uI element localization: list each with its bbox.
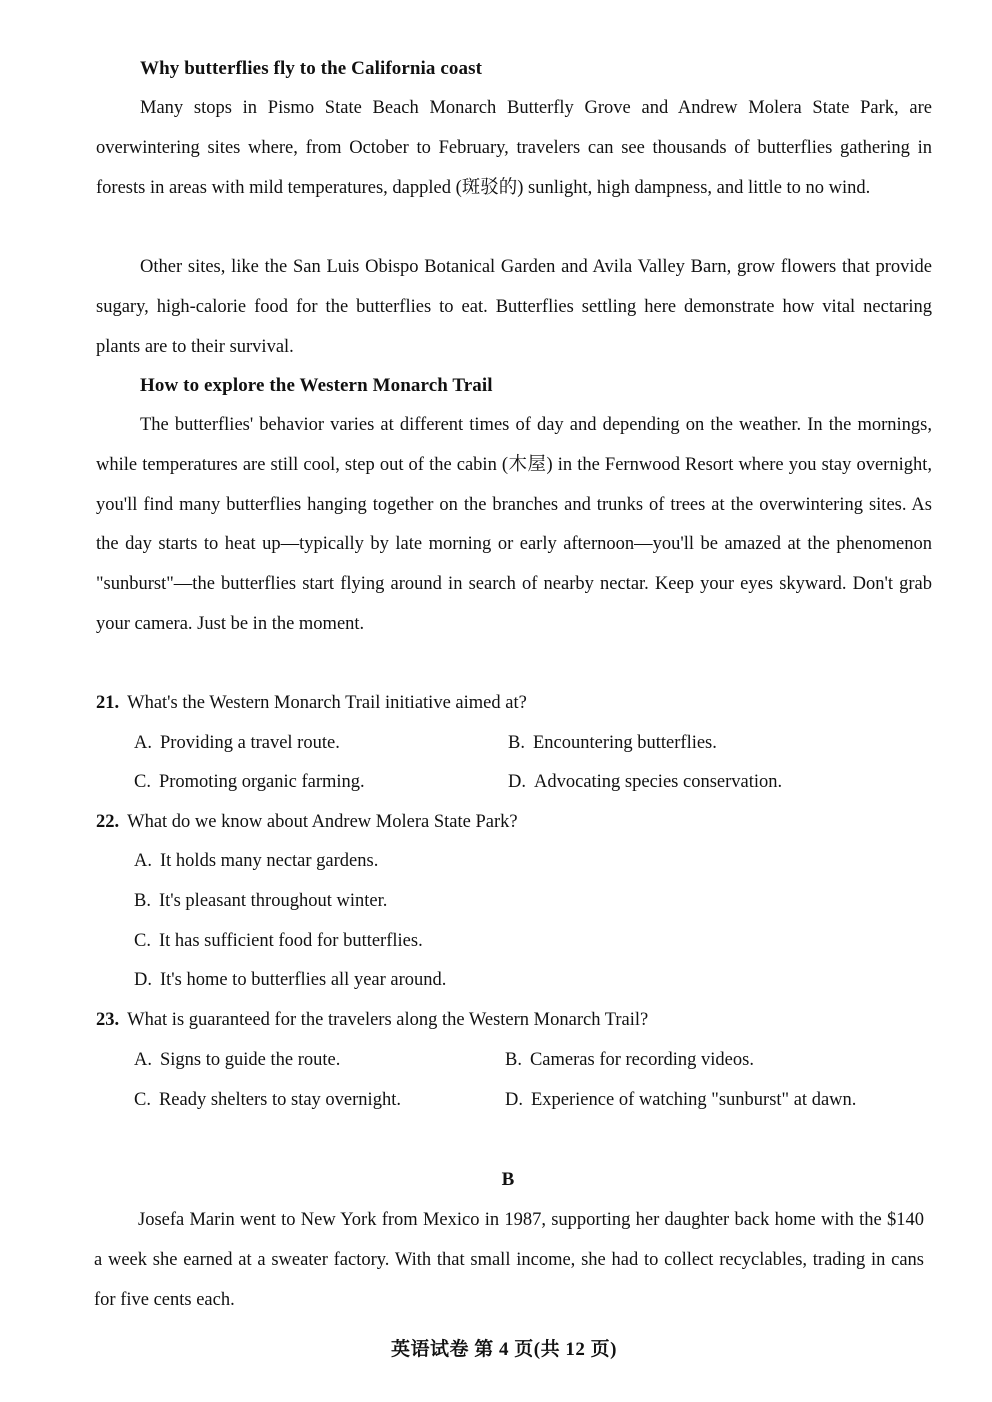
question-text: What do we know about Andrew Molera State Park? <box>127 812 518 832</box>
option-letter: A. <box>134 733 152 753</box>
option-letter: A. <box>134 851 152 871</box>
question-number: 23. <box>96 1010 120 1030</box>
option-21-d <box>508 772 782 793</box>
paragraph-text: Many stops in Pismo State Beach Monarch Butterfly Grove and Andrew Molera State Park, are overwintering sites where, from October to February, travelers can see thousands of butterflies gathering in forests in areas with mild temperatures, dappled (斑驳的) sunlight, high dampness, and little to no wind. <box>96 98 932 198</box>
question-number: 22. <box>96 812 120 832</box>
option-text: It's home to butterflies all year around. <box>160 970 447 990</box>
question-22 <box>96 812 518 833</box>
question-text: What's the Western Monarch Trail initiative aimed at? <box>127 693 527 713</box>
option-text: It holds many nectar gardens. <box>160 851 379 871</box>
option-22-a <box>134 851 378 872</box>
option-22-b <box>134 891 387 912</box>
option-letter: A. <box>134 1050 152 1070</box>
paragraph-nectar-sites <box>96 248 932 367</box>
paragraph-butterfly-behavior <box>96 406 932 645</box>
option-text: Encountering butterflies. <box>532 733 717 753</box>
option-text: Signs to guide the route. <box>160 1050 341 1070</box>
paragraph-text: Other sites, like the San Luis Obispo Botanical Garden and Avila Valley Barn, grow flowers that provide sugary, high-calorie food for the butterflies to eat. Butterflies settling here demonstrate how vital nectaring plants are to their survival. <box>96 257 932 357</box>
option-22-d <box>134 970 446 991</box>
paragraph-overwintering-sites <box>96 89 932 208</box>
question-number: 21. <box>96 693 120 713</box>
option-letter: D. <box>134 970 152 990</box>
question-23 <box>96 1010 648 1031</box>
option-text: Providing a travel route. <box>160 733 340 753</box>
heading-explore-trail: How to explore the Western Monarch Trail <box>140 375 493 396</box>
option-letter: C. <box>134 772 151 792</box>
question-21 <box>96 693 527 714</box>
heading-butterflies-california: Why butterflies fly to the California coast <box>140 58 483 79</box>
option-letter: D. <box>505 1090 523 1110</box>
option-23-c <box>134 1090 401 1111</box>
option-text: Ready shelters to stay overnight. <box>158 1090 401 1110</box>
option-text: Promoting organic farming. <box>158 772 365 792</box>
section-letter: B <box>501 1169 515 1190</box>
option-letter: B. <box>134 891 151 911</box>
option-text: Experience of watching "sunburst" at dawn. <box>531 1090 857 1110</box>
option-text: Advocating species conservation. <box>534 772 783 792</box>
paragraph-text: Josefa Marin went to New York from Mexico in 1987, supporting her daughter back home with the $140 a week she earned at a sweater factory. With that small income, she had to collect recyclables, trading in cans for five cents each. <box>94 1210 924 1310</box>
page-footer: 英语试卷 第 4 页(共 12 页) <box>391 1339 617 1360</box>
option-23-a <box>134 1050 340 1071</box>
option-text: It has sufficient food for butterflies. <box>158 931 423 951</box>
option-21-a <box>134 733 340 754</box>
option-letter: C. <box>134 931 151 951</box>
question-text: What is guaranteed for the travelers along the Western Monarch Trail? <box>127 1010 649 1030</box>
option-text: Cameras for recording videos. <box>529 1050 754 1070</box>
option-22-c <box>134 931 423 952</box>
option-23-b <box>505 1050 754 1071</box>
paragraph-text: The butterflies' behavior varies at different times of day and depending on the weather. In the mornings, while temperatures are still cool, step out of the cabin (木屋) in the Fernwood Resort where you stay overnight, you'll find many butterflies hanging together on the branches and trunks of trees at the overwintering sites. As the day starts to heat up—typically by late morning or early afternoon—you'll be amazed at the phenomenon "sunburst"—the butterflies start flying around in search of nearby nectar. Keep your eyes skyward. Don't grab your camera. Just be in the moment. <box>96 415 932 634</box>
paragraph-josefa-marin <box>94 1201 924 1320</box>
option-21-c <box>134 772 365 793</box>
option-letter: B. <box>508 733 525 753</box>
option-21-b <box>508 733 717 754</box>
option-letter: B. <box>505 1050 522 1070</box>
option-text: It's pleasant throughout winter. <box>158 891 388 911</box>
option-letter: D. <box>508 772 526 792</box>
option-23-d <box>505 1090 856 1111</box>
option-letter: C. <box>134 1090 151 1110</box>
